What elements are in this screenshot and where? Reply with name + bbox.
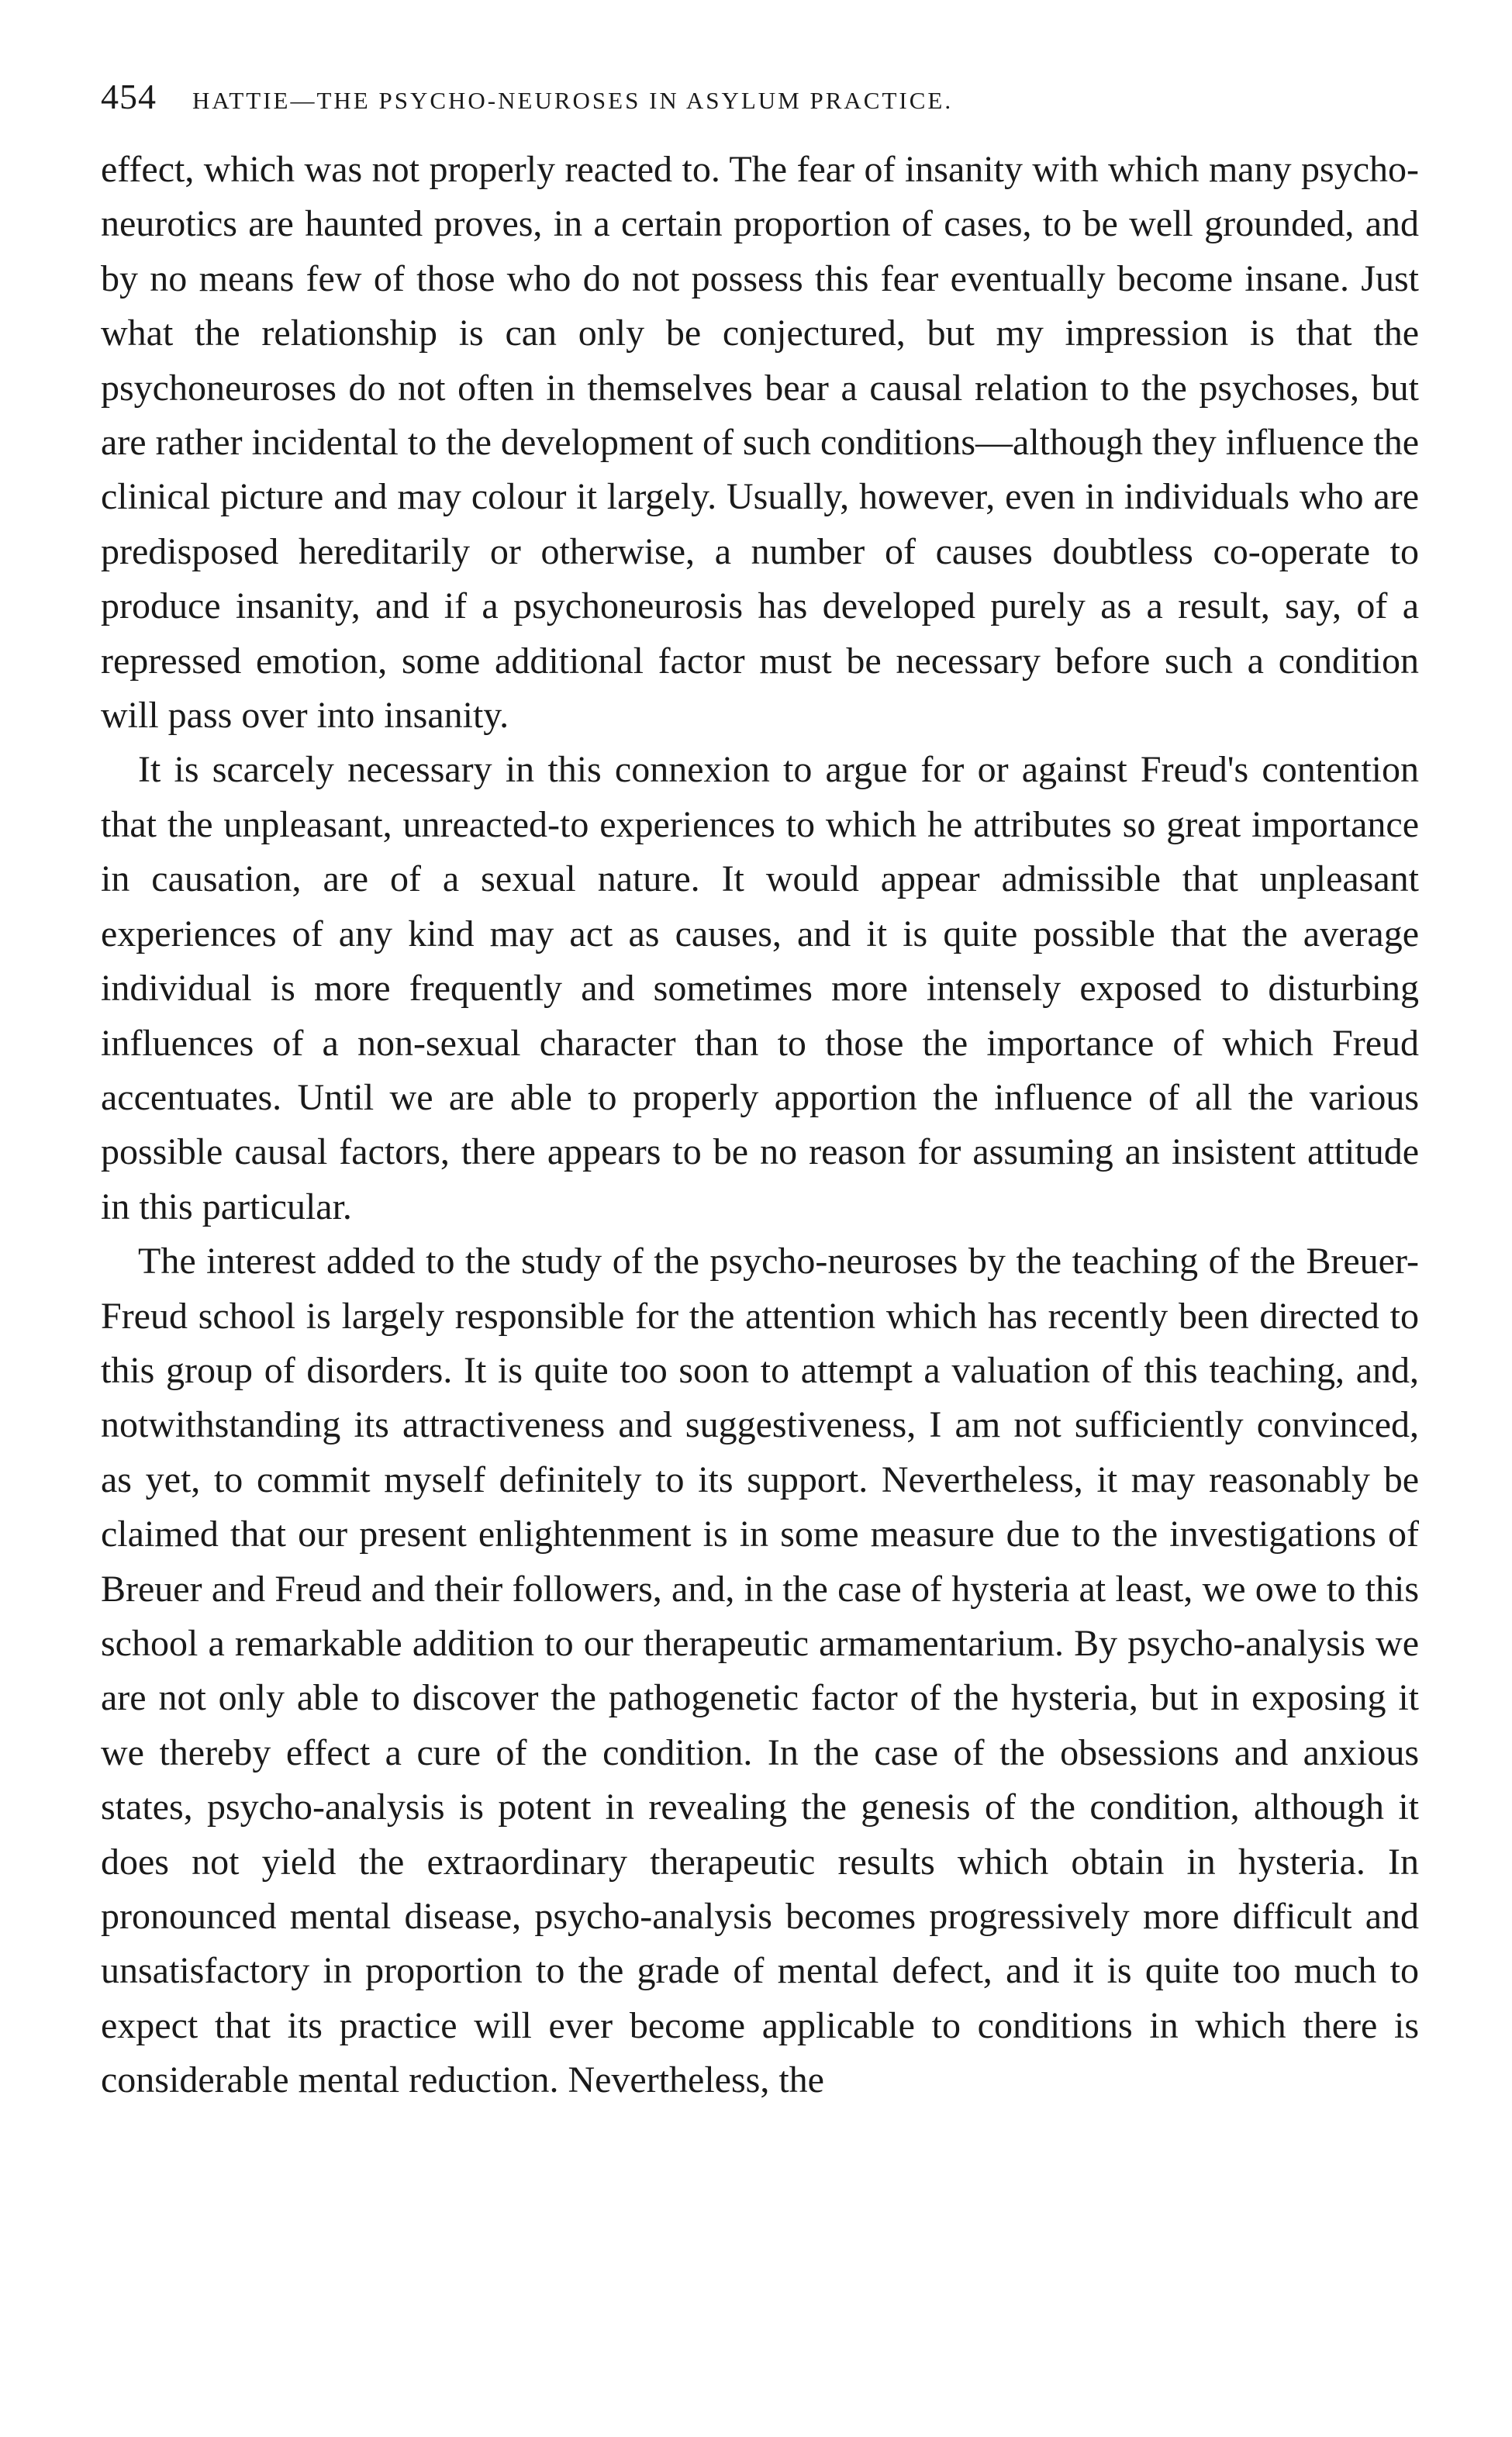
paragraph-2: It is scarcely necessary in this connexion to argue for or against Freud's contention that the unpleasant, unreacted-to experiences to which he attributes so great importance in causation, are of a sexual nature. It would appear admissible that unpleasant experiences of any kind may act as causes, and it is quite possible that the average individual is more frequently and sometimes more intensely exposed to disturbing influences of a non-sexual character than to those the importance of which Freud accentuates. Until we are able to properly apportion the influence of all the various possible causal factors, there appears to be no reason for assuming an insistent attitude in this particular. (101, 749, 1419, 1227)
page-number: 454 (101, 77, 157, 116)
paragraph-3: The interest added to the study of the psycho-neuroses by the teaching of the Breuer-Freud school is largely responsible for the attention which has recently been directed to this group of disorders. It is quite too soon to attempt a valuation of this teaching, and, notwithstanding its attractiveness and suggestiveness, I am not sufficiently convinced, as yet, to commit myself definitely to its support. Nevertheless, it may reasonably be claimed that our present enlightenment is in some measure due to the investigations of Breuer and Freud and their followers, and, in the case of hysteria at least, we owe to this school a remarkable addition to our therapeutic armamentarium. By psycho-analysis we are not only able to discover the pathogenetic factor of the hysteria, but in exposing it we thereby effect a cure of the condition. In the case of the obsessions and anxious states, psycho-analysis is potent in revealing the genesis of the condition, although it does not yield the extraordinary therapeutic results which obtain in hysteria. In pronounced mental disease, psycho-analysis becomes progressively more difficult and unsatisfactory in proportion to the grade of mental defect, and it is quite too much to expect that its practice will ever become applicable to conditions in which there is considerable mental reduction. Nevertheless, the (101, 1241, 1419, 2101)
running-head (101, 62, 1419, 132)
book-page (101, 62, 1419, 2108)
running-title: HATTIE—THE PSYCHO-NEUROSES IN ASYLUM PRACTICE. (192, 87, 954, 114)
paragraph-1: effect, which was not properly reacted to. The fear of insanity with which many psycho-neurotics are haunted proves, in a certain proportion of cases, to be well grounded, and by no means few of those who do not possess this fear eventually become insane. Just what the relationship is can only be conjectured, but my impression is that the psychoneuroses do not often in themselves bear a causal relation to the psychoses, but are rather incidental to the development of such conditions—although they influence the clinical picture and may colour it largely. Usually, however, even in individuals who are predisposed hereditarily or otherwise, a number of causes doubtless co-operate to produce insanity, and if a psychoneurosis has developed purely as a result, say, of a repressed emotion, some additional factor must be necessary before such a condition will pass over into insanity. (101, 149, 1419, 737)
body-text (101, 143, 1419, 2108)
